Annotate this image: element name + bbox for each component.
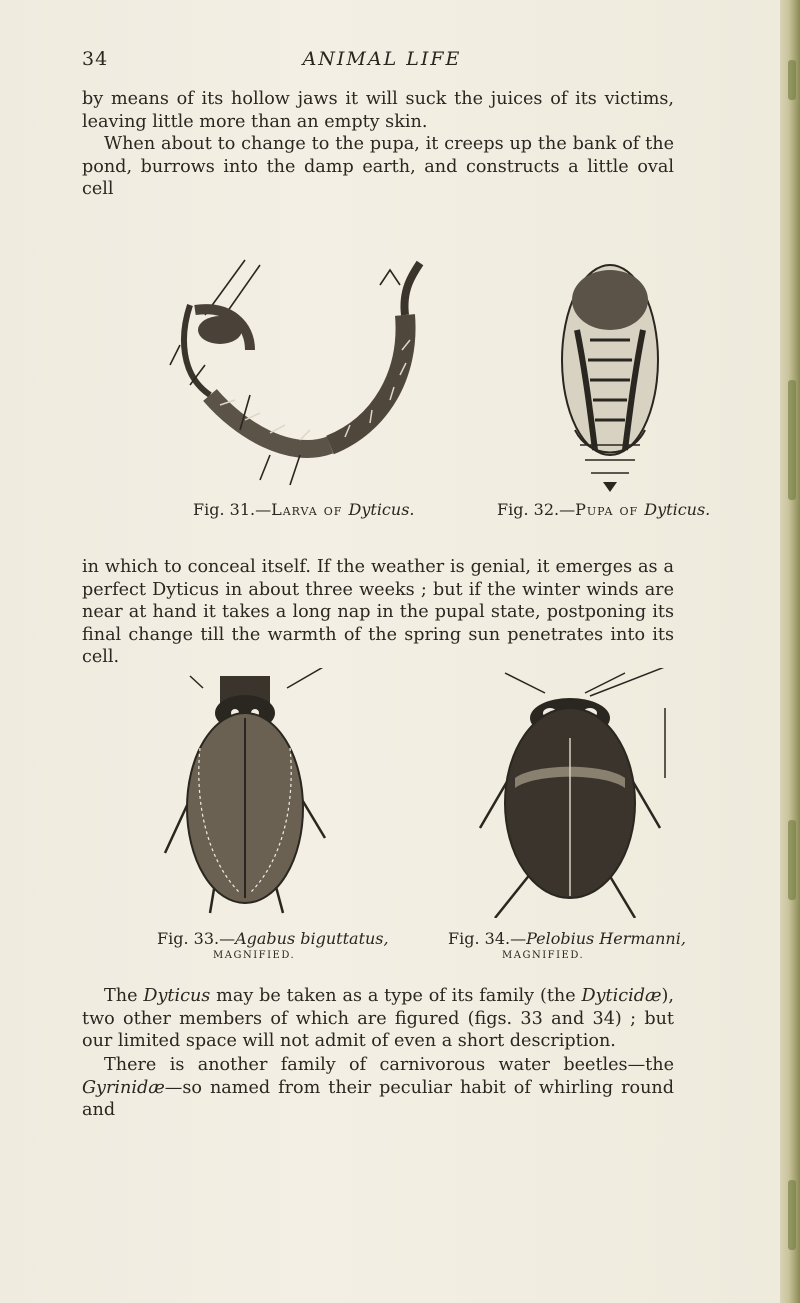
p4-text-mid: may be taken as a type of its family (the xyxy=(210,986,582,1006)
paragraph-5 xyxy=(82,1054,674,1122)
page-edge xyxy=(780,0,800,1303)
figure-33-magnified: MAGNIFIED. xyxy=(213,950,296,961)
figure-32-caption xyxy=(497,500,710,519)
paragraph-2: When about to change to the pupa, it creeps up the bank of the pond, burrows into the damp earth, and constructs a little oval cell xyxy=(82,134,674,199)
pupa-illustration xyxy=(555,260,665,495)
page-title: ANIMAL LIFE xyxy=(302,48,462,70)
figure-31-caption-italic: Dyticus. xyxy=(348,500,415,519)
figure-33-caption-italic: Agabus biguttatus, xyxy=(235,929,389,948)
p4-text-end: ), two other members of which are figured (figs. 33 and 34) ; but our limited space will not admit of even a short description. xyxy=(82,986,675,1051)
agabus-beetle-illustration xyxy=(155,668,335,918)
larva-illustration xyxy=(150,255,440,495)
p5-family: Gyrinidæ xyxy=(82,1077,165,1098)
figure-31-caption xyxy=(193,500,415,519)
pelobius-beetle-illustration xyxy=(475,668,675,918)
figure-34-magnified: MAGNIFIED. xyxy=(502,950,585,961)
paragraph-3: in which to conceal itself. If the weather is genial, it emerges as a perfect Dyticus in about three weeks ; but if the winter winds are near at hand it takes a long nap in the pupal state, postponing its final change till the warmth of the spring sun penetrates into its cell. xyxy=(82,557,674,667)
p4-genus: Dyticus xyxy=(143,986,211,1006)
figure-32-caption-smallcaps: Pupa of xyxy=(575,500,645,519)
p5-text-start: There is another family of carnivorous water beetles—the xyxy=(104,1055,674,1075)
running-head xyxy=(82,48,682,78)
paragraph-4 xyxy=(82,985,674,1053)
p4-family: Dyticidæ xyxy=(581,986,662,1006)
p5-text-end: —so named from their peculiar habit of whirling round and xyxy=(82,1077,674,1120)
figure-31-caption-smallcaps: Larva of xyxy=(271,500,349,519)
figure-34-caption-italic: Pelobius Hermanni, xyxy=(526,929,686,948)
figure-31-label: Fig. 31.— xyxy=(193,500,272,519)
figure-32-caption-italic: Dyticus. xyxy=(644,500,711,519)
figure-34-label: Fig. 34.— xyxy=(448,929,527,948)
figure-33-label: Fig. 33.— xyxy=(157,929,236,948)
page-number: 34 xyxy=(82,48,109,70)
paragraph-1: by means of its hollow jaws it will suck the juices of its victims, leaving little more than an empty skin. xyxy=(82,89,674,132)
figure-34-caption xyxy=(448,929,686,948)
figure-32-label: Fig. 32.— xyxy=(497,500,576,519)
figure-33-caption xyxy=(157,929,389,948)
p4-text-start: The xyxy=(104,986,144,1006)
